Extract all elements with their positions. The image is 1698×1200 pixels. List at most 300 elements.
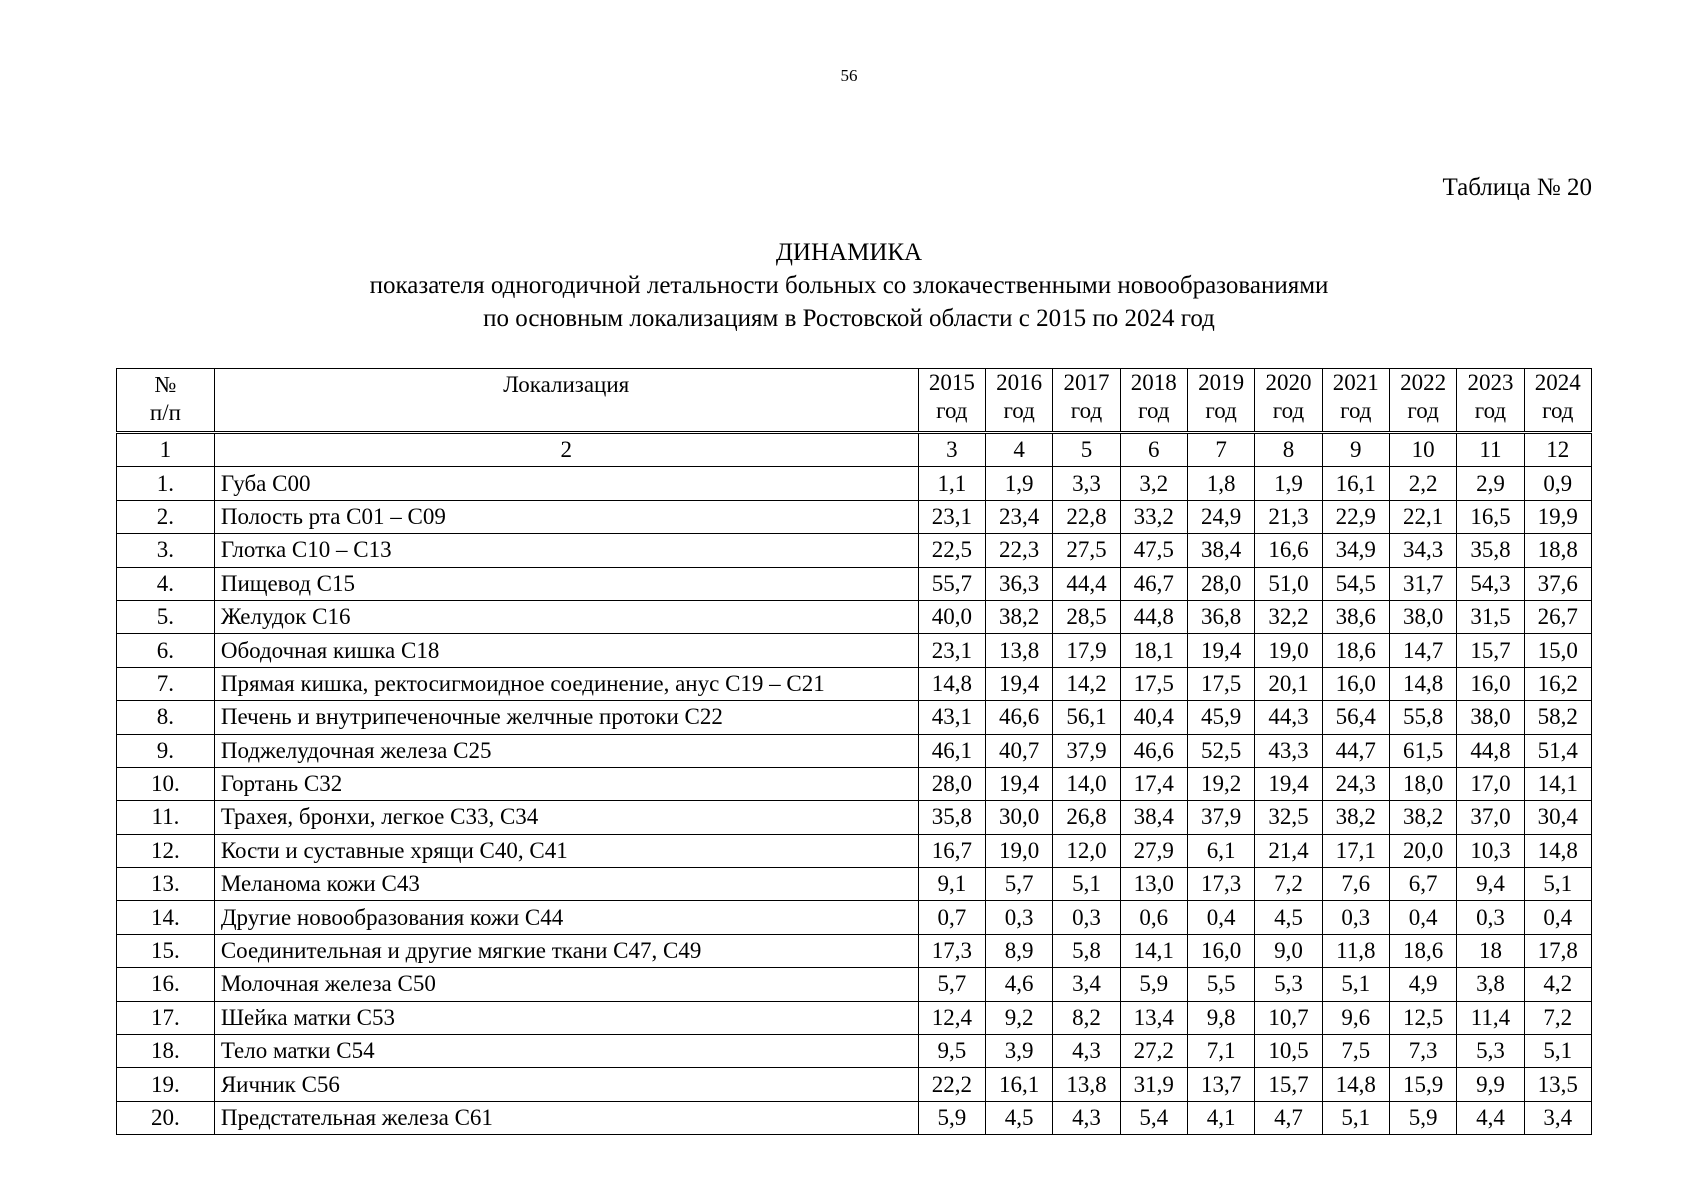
column-index-cell: 10 (1389, 433, 1456, 467)
value-cell: 22,9 (1322, 500, 1389, 533)
value-cell: 17,3 (918, 934, 985, 967)
header-year (1457, 369, 1524, 433)
value-cell: 6,7 (1389, 868, 1456, 901)
value-cell: 26,8 (1053, 801, 1120, 834)
value-cell: 32,2 (1255, 600, 1322, 633)
value-cell: 10,3 (1457, 834, 1524, 867)
row-number: 13. (117, 868, 215, 901)
value-cell: 17,3 (1187, 868, 1254, 901)
value-cell: 37,9 (1187, 801, 1254, 834)
value-cell: 28,0 (918, 767, 985, 800)
value-cell: 20,0 (1389, 834, 1456, 867)
localization-cell: Гортань С32 (214, 767, 918, 800)
value-cell: 4,3 (1053, 1035, 1120, 1068)
value-cell: 0,4 (1389, 901, 1456, 934)
value-cell: 38,2 (985, 600, 1052, 633)
value-cell: 9,0 (1255, 934, 1322, 967)
value-cell: 16,5 (1457, 500, 1524, 533)
header-year-value: 2017 (1063, 370, 1110, 395)
localization-cell: Поджелудочная железа С25 (214, 734, 918, 767)
row-number: 16. (117, 968, 215, 1001)
value-cell: 38,0 (1457, 701, 1524, 734)
value-cell: 40,7 (985, 734, 1052, 767)
header-year-value: 2019 (1198, 370, 1245, 395)
localization-cell: Молочная железа С50 (214, 968, 918, 1001)
value-cell: 10,7 (1255, 1001, 1322, 1034)
value-cell: 28,5 (1053, 600, 1120, 633)
value-cell: 40,4 (1120, 701, 1187, 734)
value-cell: 1,1 (918, 467, 985, 500)
localization-cell: Прямая кишка, ректосигмоидное соединение, анус С19 – С21 (214, 667, 918, 700)
value-cell: 5,1 (1053, 868, 1120, 901)
value-cell: 31,9 (1120, 1068, 1187, 1101)
localization-cell: Пищевод С15 (214, 567, 918, 600)
value-cell: 0,3 (1053, 901, 1120, 934)
value-cell: 16,6 (1255, 534, 1322, 567)
column-index-cell: 4 (985, 433, 1052, 467)
value-cell: 18 (1457, 934, 1524, 967)
value-cell: 17,8 (1524, 934, 1591, 967)
value-cell: 7,3 (1389, 1035, 1456, 1068)
value-cell: 0,3 (985, 901, 1052, 934)
localization-cell: Ободочная кишка С18 (214, 634, 918, 667)
value-cell: 9,6 (1322, 1001, 1389, 1034)
table-row (117, 934, 1592, 967)
value-cell: 4,1 (1187, 1101, 1254, 1134)
header-year-unit: год (1272, 398, 1305, 423)
value-cell: 2,9 (1457, 467, 1524, 500)
header-year (1053, 369, 1120, 433)
table-row (117, 767, 1592, 800)
value-cell: 16,0 (1457, 667, 1524, 700)
value-cell: 14,8 (918, 667, 985, 700)
header-num-line-1: № (154, 372, 177, 397)
header-year-value: 2015 (928, 370, 975, 395)
value-cell: 55,7 (918, 567, 985, 600)
value-cell: 13,5 (1524, 1068, 1591, 1101)
value-cell: 4,6 (985, 968, 1052, 1001)
value-cell: 38,6 (1322, 600, 1389, 633)
value-cell: 18,6 (1322, 634, 1389, 667)
header-year-unit: год (1070, 398, 1103, 423)
value-cell: 9,8 (1187, 1001, 1254, 1034)
value-cell: 9,1 (918, 868, 985, 901)
value-cell: 7,2 (1524, 1001, 1591, 1034)
value-cell: 19,4 (985, 767, 1052, 800)
value-cell: 5,9 (1120, 968, 1187, 1001)
value-cell: 17,9 (1053, 634, 1120, 667)
value-cell: 18,8 (1524, 534, 1591, 567)
header-year-unit: год (1340, 398, 1372, 423)
value-cell: 19,0 (985, 834, 1052, 867)
value-cell: 15,0 (1524, 634, 1591, 667)
value-cell: 14,8 (1322, 1068, 1389, 1101)
table-row (117, 901, 1592, 934)
header-year-value: 2016 (996, 370, 1043, 395)
header-year (1120, 369, 1187, 433)
value-cell: 22,8 (1053, 500, 1120, 533)
table-row (117, 734, 1592, 767)
value-cell: 17,5 (1120, 667, 1187, 700)
value-cell: 12,5 (1389, 1001, 1456, 1034)
value-cell: 3,2 (1120, 467, 1187, 500)
value-cell: 5,1 (1524, 868, 1591, 901)
title-line-2: показателя одногодичной летальности больных со злокачественными новообразованиями (369, 272, 1329, 299)
value-cell: 36,3 (985, 567, 1052, 600)
value-cell: 1,9 (985, 467, 1052, 500)
value-cell: 5,4 (1120, 1101, 1187, 1134)
value-cell: 16,2 (1524, 667, 1591, 700)
value-cell: 10,5 (1255, 1035, 1322, 1068)
value-cell: 0,3 (1457, 901, 1524, 934)
value-cell: 14,1 (1524, 767, 1591, 800)
value-cell: 54,5 (1322, 567, 1389, 600)
localization-cell: Трахея, бронхи, легкое С33, С34 (214, 801, 918, 834)
value-cell: 31,5 (1457, 600, 1524, 633)
value-cell: 5,3 (1255, 968, 1322, 1001)
row-number: 6. (117, 634, 215, 667)
value-cell: 5,7 (985, 868, 1052, 901)
table-row (117, 567, 1592, 600)
localization-cell: Соединительная и другие мягкие ткани С47, С49 (214, 934, 918, 967)
localization-cell: Шейка матки С53 (214, 1001, 918, 1034)
value-cell: 22,5 (918, 534, 985, 567)
value-cell: 58,2 (1524, 701, 1591, 734)
value-cell: 3,4 (1053, 968, 1120, 1001)
localization-cell: Другие новообразования кожи С44 (214, 901, 918, 934)
value-cell: 21,4 (1255, 834, 1322, 867)
table-caption: Таблица № 20 (1442, 174, 1592, 201)
header-year (1524, 369, 1591, 433)
table-row (117, 467, 1592, 500)
value-cell: 24,9 (1187, 500, 1254, 533)
value-cell: 34,3 (1389, 534, 1456, 567)
localization-cell: Глотка С10 – С13 (214, 534, 918, 567)
row-number: 17. (117, 1001, 215, 1034)
value-cell: 54,3 (1457, 567, 1524, 600)
value-cell: 30,4 (1524, 801, 1591, 834)
row-number: 3. (117, 534, 215, 567)
value-cell: 5,1 (1322, 1101, 1389, 1134)
localization-cell: Полость рта С01 – С09 (214, 500, 918, 533)
header-year (918, 369, 985, 433)
value-cell: 5,9 (1389, 1101, 1456, 1134)
value-cell: 51,0 (1255, 567, 1322, 600)
value-cell: 11,4 (1457, 1001, 1524, 1034)
header-year-unit: год (1407, 398, 1439, 423)
value-cell: 11,8 (1322, 934, 1389, 967)
value-cell: 19,9 (1524, 500, 1591, 533)
value-cell: 34,9 (1322, 534, 1389, 567)
value-cell: 5,8 (1053, 934, 1120, 967)
value-cell: 4,5 (1255, 901, 1322, 934)
row-number: 4. (117, 567, 215, 600)
row-number: 14. (117, 901, 215, 934)
value-cell: 5,1 (1322, 968, 1389, 1001)
value-cell: 0,7 (918, 901, 985, 934)
value-cell: 7,2 (1255, 868, 1322, 901)
value-cell: 14,1 (1120, 934, 1187, 967)
value-cell: 44,4 (1053, 567, 1120, 600)
table-row (117, 834, 1592, 867)
header-year-unit: год (1138, 398, 1170, 423)
header-year-value: 2018 (1130, 370, 1177, 395)
value-cell: 13,4 (1120, 1001, 1187, 1034)
value-cell: 23,4 (985, 500, 1052, 533)
value-cell: 16,7 (918, 834, 985, 867)
value-cell: 43,3 (1255, 734, 1322, 767)
value-cell: 19,0 (1255, 634, 1322, 667)
table-row (117, 968, 1592, 1001)
value-cell: 27,9 (1120, 834, 1187, 867)
value-cell: 4,5 (985, 1101, 1052, 1134)
value-cell: 19,4 (1255, 767, 1322, 800)
value-cell: 16,1 (1322, 467, 1389, 500)
table-row (117, 500, 1592, 533)
value-cell: 8,9 (985, 934, 1052, 967)
value-cell: 21,3 (1255, 500, 1322, 533)
table-row (117, 1001, 1592, 1034)
value-cell: 0,3 (1322, 901, 1389, 934)
value-cell: 1,8 (1187, 467, 1254, 500)
localization-cell: Тело матки С54 (214, 1035, 918, 1068)
table-row (117, 667, 1592, 700)
value-cell: 13,7 (1187, 1068, 1254, 1101)
value-cell: 13,8 (1053, 1068, 1120, 1101)
value-cell: 17,1 (1322, 834, 1389, 867)
value-cell: 52,5 (1187, 734, 1254, 767)
value-cell: 23,1 (918, 500, 985, 533)
header-year-value: 2023 (1467, 370, 1514, 395)
row-number: 11. (117, 801, 215, 834)
row-number: 19. (117, 1068, 215, 1101)
column-index-cell: 8 (1255, 433, 1322, 467)
localization-cell: Предстательная железа С61 (214, 1101, 918, 1134)
value-cell: 18,6 (1389, 934, 1456, 967)
table-row (117, 1101, 1592, 1134)
value-cell: 2,2 (1389, 467, 1456, 500)
value-cell: 16,1 (985, 1068, 1052, 1101)
value-cell: 17,4 (1120, 767, 1187, 800)
value-cell: 3,4 (1524, 1101, 1591, 1134)
value-cell: 40,0 (918, 600, 985, 633)
header-year (1187, 369, 1254, 433)
table-row (117, 534, 1592, 567)
value-cell: 12,4 (918, 1001, 985, 1034)
value-cell: 20,1 (1255, 667, 1322, 700)
column-index-cell: 11 (1457, 433, 1524, 467)
row-number: 7. (117, 667, 215, 700)
row-number: 18. (117, 1035, 215, 1068)
value-cell: 9,5 (918, 1035, 985, 1068)
value-cell: 27,5 (1053, 534, 1120, 567)
value-cell: 28,0 (1187, 567, 1254, 600)
value-cell: 45,9 (1187, 701, 1254, 734)
table-row (117, 1068, 1592, 1101)
row-number: 20. (117, 1101, 215, 1134)
value-cell: 37,6 (1524, 567, 1591, 600)
value-cell: 38,2 (1389, 801, 1456, 834)
value-cell: 5,3 (1457, 1035, 1524, 1068)
row-number: 2. (117, 500, 215, 533)
value-cell: 0,4 (1524, 901, 1591, 934)
localization-cell: Меланома кожи С43 (214, 868, 918, 901)
table-row (117, 600, 1592, 633)
table-title (0, 236, 1698, 335)
title-line-3: по основным локализациям в Ростовской области с 2015 по 2024 год (483, 305, 1215, 332)
localization-cell: Яичник С56 (214, 1068, 918, 1101)
value-cell: 22,2 (918, 1068, 985, 1101)
table-row (117, 1035, 1592, 1068)
value-cell: 6,1 (1187, 834, 1254, 867)
value-cell: 46,1 (918, 734, 985, 767)
row-number: 8. (117, 701, 215, 734)
value-cell: 4,7 (1255, 1101, 1322, 1134)
value-cell: 19,2 (1187, 767, 1254, 800)
value-cell: 4,4 (1457, 1101, 1524, 1134)
value-cell: 14,8 (1389, 667, 1456, 700)
header-year-unit: год (1542, 398, 1574, 423)
value-cell: 26,7 (1524, 600, 1591, 633)
value-cell: 7,5 (1322, 1035, 1389, 1068)
value-cell: 14,8 (1524, 834, 1591, 867)
value-cell: 0,9 (1524, 467, 1591, 500)
value-cell: 13,8 (985, 634, 1052, 667)
header-localization: Локализация (214, 369, 918, 433)
value-cell: 3,9 (985, 1035, 1052, 1068)
value-cell: 55,8 (1389, 701, 1456, 734)
column-index-cell: 7 (1187, 433, 1254, 467)
value-cell: 38,0 (1389, 600, 1456, 633)
header-year-unit: год (936, 398, 968, 423)
header-year (1322, 369, 1389, 433)
value-cell: 9,2 (985, 1001, 1052, 1034)
value-cell: 22,1 (1389, 500, 1456, 533)
value-cell: 7,1 (1187, 1035, 1254, 1068)
value-cell: 17,5 (1187, 667, 1254, 700)
value-cell: 37,9 (1053, 734, 1120, 767)
header-num (117, 369, 215, 433)
row-number: 5. (117, 600, 215, 633)
header-year-unit: год (1205, 398, 1237, 423)
table-row (117, 801, 1592, 834)
value-cell: 31,7 (1389, 567, 1456, 600)
value-cell: 12,0 (1053, 834, 1120, 867)
value-cell: 38,4 (1187, 534, 1254, 567)
value-cell: 35,8 (918, 801, 985, 834)
value-cell: 19,4 (985, 667, 1052, 700)
value-cell: 15,7 (1255, 1068, 1322, 1101)
column-index-cell: 6 (1120, 433, 1187, 467)
value-cell: 15,9 (1389, 1068, 1456, 1101)
localization-cell: Кости и суставные хрящи С40, С41 (214, 834, 918, 867)
column-index-cell: 12 (1524, 433, 1591, 467)
mortality-table (116, 368, 1592, 1135)
value-cell: 4,9 (1389, 968, 1456, 1001)
value-cell: 5,5 (1187, 968, 1254, 1001)
value-cell: 61,5 (1389, 734, 1456, 767)
table-row (117, 634, 1592, 667)
value-cell: 38,2 (1322, 801, 1389, 834)
table-body (117, 433, 1592, 1135)
value-cell: 0,6 (1120, 901, 1187, 934)
column-index-cell: 2 (214, 433, 918, 467)
header-num-line-2: п/п (149, 400, 181, 425)
value-cell: 14,2 (1053, 667, 1120, 700)
value-cell: 17,0 (1457, 767, 1524, 800)
value-cell: 30,0 (985, 801, 1052, 834)
header-year (985, 369, 1052, 433)
value-cell: 3,3 (1053, 467, 1120, 500)
localization-cell: Губа С00 (214, 467, 918, 500)
header-year-value: 2021 (1332, 370, 1379, 395)
value-cell: 15,7 (1457, 634, 1524, 667)
value-cell: 14,0 (1053, 767, 1120, 800)
value-cell: 4,3 (1053, 1101, 1120, 1134)
value-cell: 32,5 (1255, 801, 1322, 834)
value-cell: 38,4 (1120, 801, 1187, 834)
value-cell: 16,0 (1187, 934, 1254, 967)
value-cell: 33,2 (1120, 500, 1187, 533)
value-cell: 44,8 (1457, 734, 1524, 767)
value-cell: 22,3 (985, 534, 1052, 567)
localization-cell: Печень и внутрипеченочные желчные протоки С22 (214, 701, 918, 734)
value-cell: 44,7 (1322, 734, 1389, 767)
value-cell: 27,2 (1120, 1035, 1187, 1068)
header-year-value: 2024 (1534, 370, 1581, 395)
value-cell: 56,1 (1053, 701, 1120, 734)
header-year (1389, 369, 1456, 433)
column-index-row (117, 433, 1592, 467)
header-year-unit: год (1003, 398, 1035, 423)
row-number: 1. (117, 467, 215, 500)
value-cell: 14,7 (1389, 634, 1456, 667)
value-cell: 9,9 (1457, 1068, 1524, 1101)
value-cell: 46,6 (985, 701, 1052, 734)
value-cell: 1,9 (1255, 467, 1322, 500)
value-cell: 9,4 (1457, 868, 1524, 901)
value-cell: 4,2 (1524, 968, 1591, 1001)
value-cell: 44,3 (1255, 701, 1322, 734)
value-cell: 43,1 (918, 701, 985, 734)
column-index-cell: 3 (918, 433, 985, 467)
value-cell: 8,2 (1053, 1001, 1120, 1034)
value-cell: 37,0 (1457, 801, 1524, 834)
value-cell: 5,9 (918, 1101, 985, 1134)
header-row (117, 369, 1592, 433)
value-cell: 46,7 (1120, 567, 1187, 600)
value-cell: 35,8 (1457, 534, 1524, 567)
value-cell: 7,6 (1322, 868, 1389, 901)
value-cell: 5,7 (918, 968, 985, 1001)
header-year-value: 2022 (1400, 370, 1447, 395)
title-line-1: ДИНАМИКА (775, 239, 923, 266)
value-cell: 47,5 (1120, 534, 1187, 567)
row-number: 9. (117, 734, 215, 767)
value-cell: 18,0 (1389, 767, 1456, 800)
value-cell: 24,3 (1322, 767, 1389, 800)
value-cell: 0,4 (1187, 901, 1254, 934)
row-number: 12. (117, 834, 215, 867)
value-cell: 51,4 (1524, 734, 1591, 767)
row-number: 10. (117, 767, 215, 800)
value-cell: 18,1 (1120, 634, 1187, 667)
row-number: 15. (117, 934, 215, 967)
value-cell: 46,6 (1120, 734, 1187, 767)
table-row (117, 868, 1592, 901)
value-cell: 3,8 (1457, 968, 1524, 1001)
column-index-cell: 1 (117, 433, 215, 467)
